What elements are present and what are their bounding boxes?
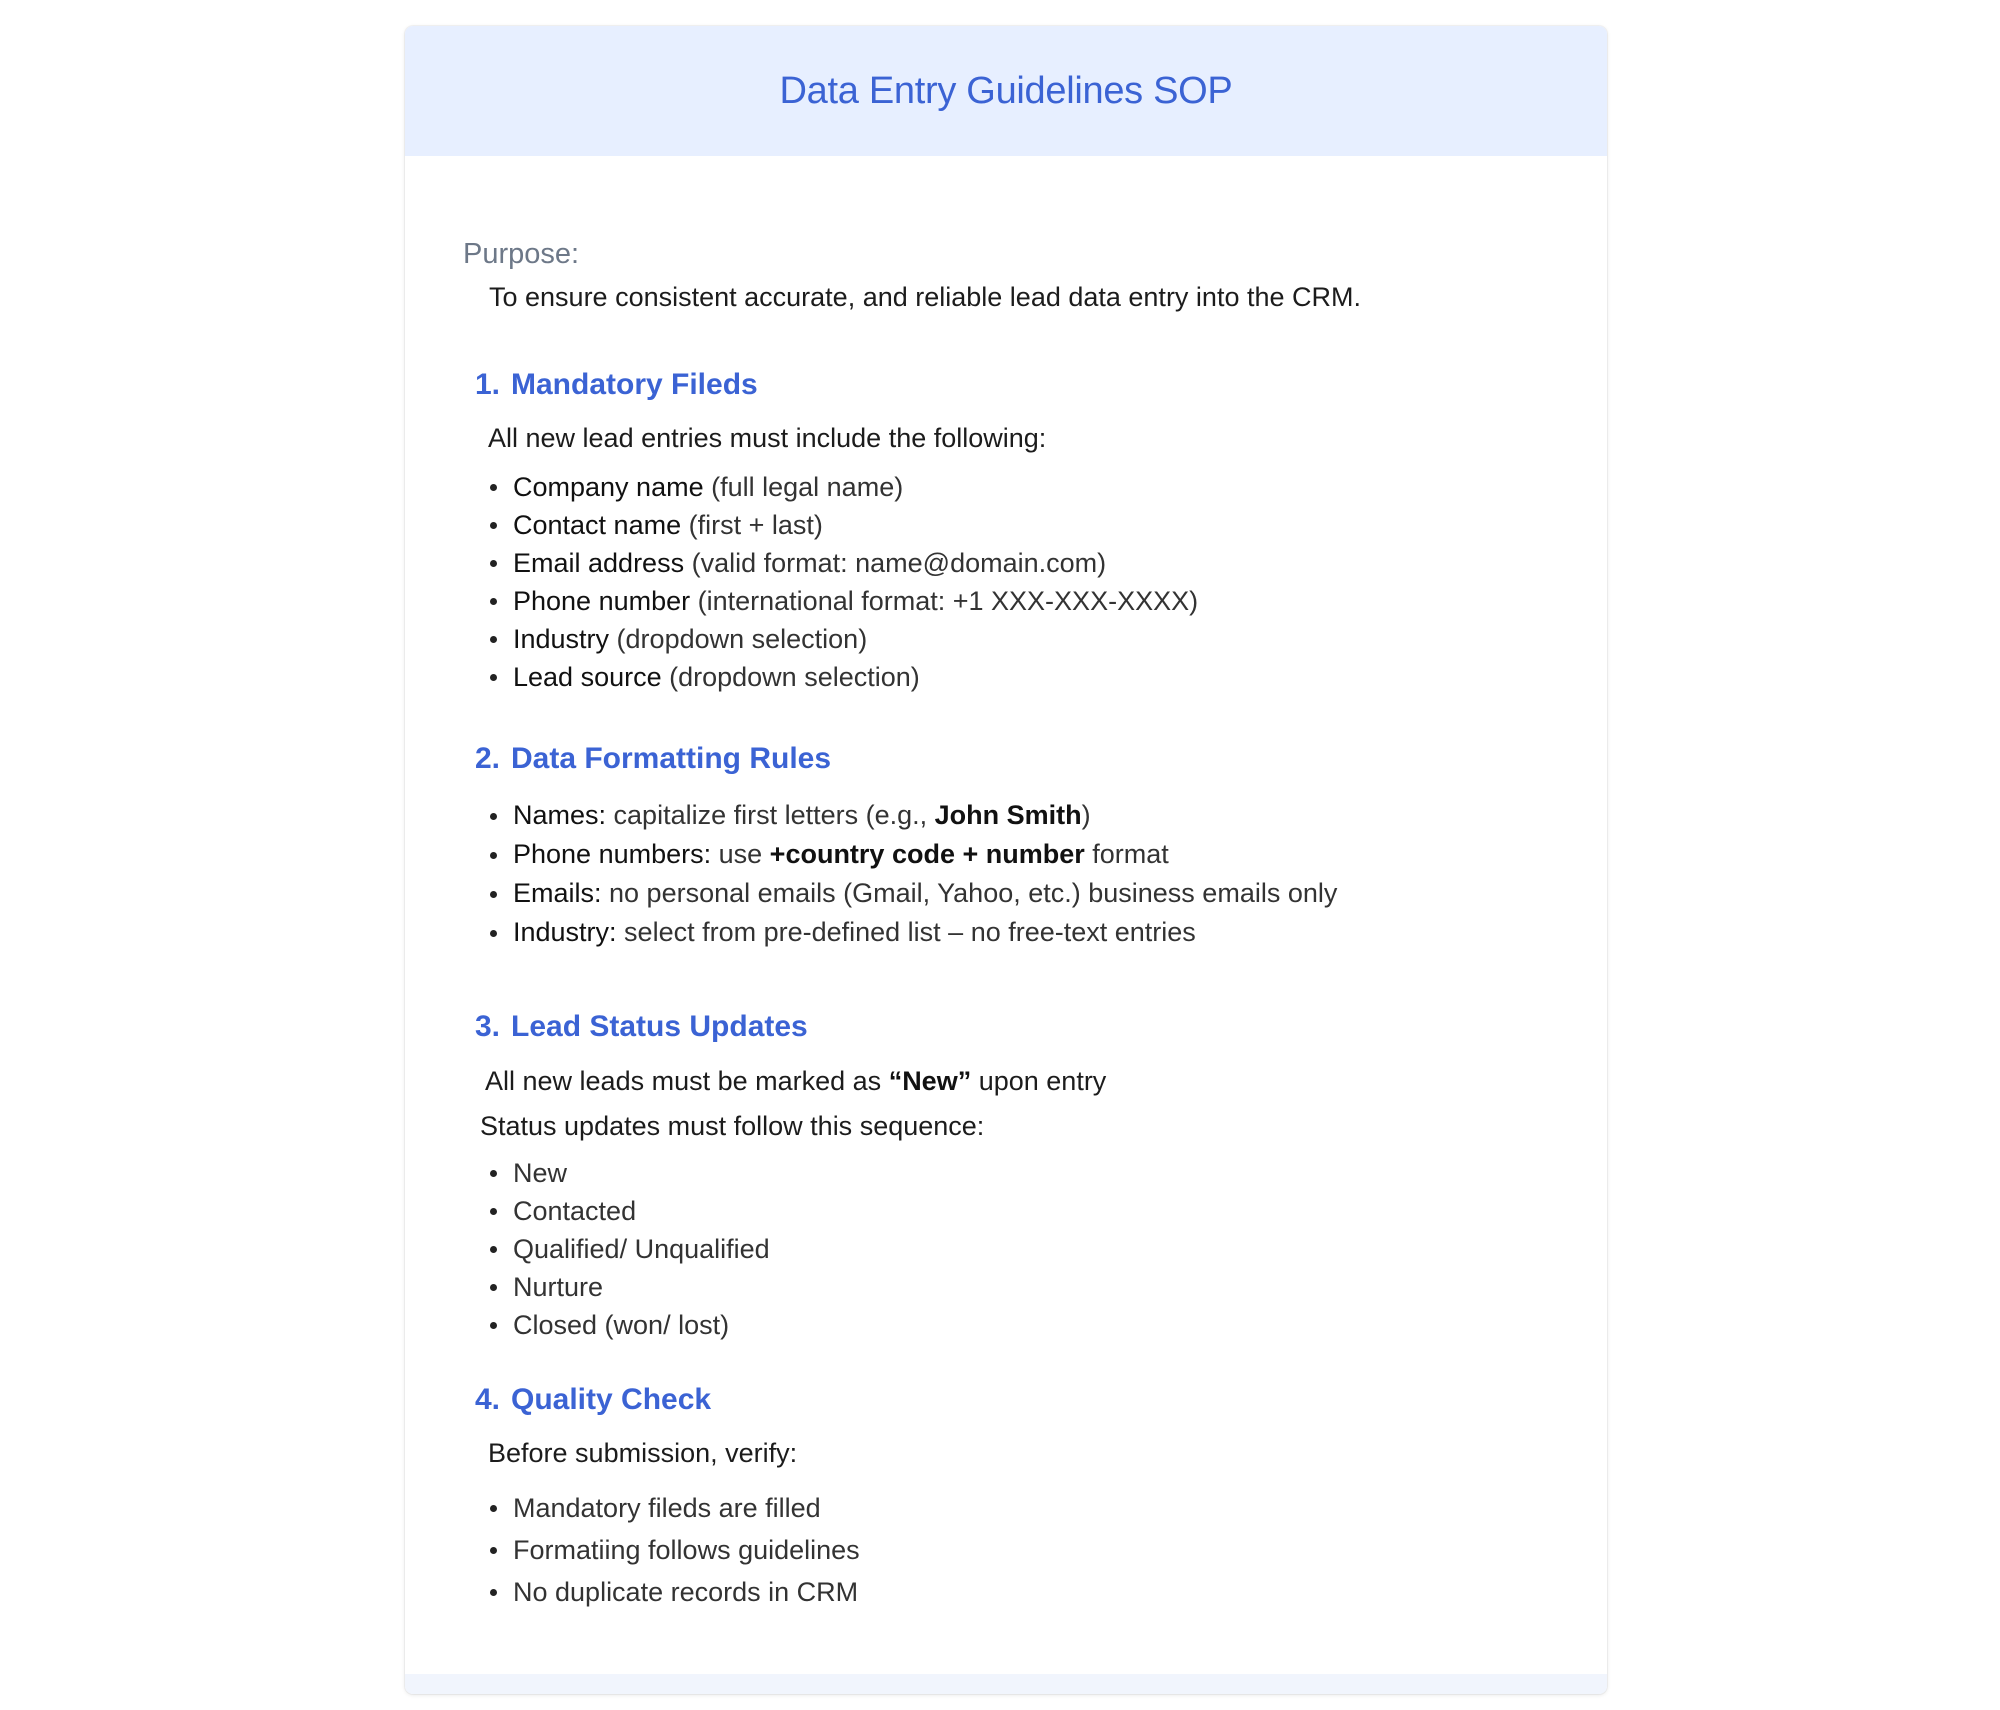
section-1-title-text: Mandatory Fileds	[511, 368, 758, 401]
list-item: Nurture	[487, 1268, 770, 1306]
card-header	[405, 26, 1607, 156]
section-3-list	[487, 1154, 770, 1344]
list-item: Closed (won/ lost)	[487, 1306, 770, 1344]
section-2-title-text: Data Formatting Rules	[511, 742, 832, 775]
page-title: Data Entry Guidelines SOP	[779, 69, 1233, 112]
section-4-list	[487, 1487, 860, 1613]
list-item: New	[487, 1154, 770, 1192]
section-3-number: 3.	[475, 1010, 501, 1043]
section-2-list	[487, 796, 1337, 952]
list-item: Lead source (dropdown selection)	[487, 658, 1198, 696]
card-footer	[405, 1674, 1607, 1694]
list-item: Qualified/ Unqualified	[487, 1230, 770, 1268]
list-item: Industry (dropdown selection)	[487, 620, 1198, 658]
list-item: Industry: select from pre-defined list – no free-text entries	[487, 913, 1337, 952]
section-2-title	[475, 742, 831, 776]
section-4-title	[475, 1383, 711, 1417]
list-item: Names: capitalize first letters (e.g., John Smith)	[487, 796, 1337, 835]
section-3-intro: All new leads must be marked as “New” upon entry	[485, 1066, 1107, 1096]
sop-card	[405, 26, 1607, 1694]
list-item: Email address (valid format: name@domain.com)	[487, 544, 1198, 582]
list-item: Mandatory fileds are filled	[487, 1487, 860, 1529]
list-item: Phone number (international format: +1 XXX-XXX-XXXX)	[487, 582, 1198, 620]
list-item: Emails: no personal emails (Gmail, Yahoo, etc.) business emails only	[487, 874, 1337, 913]
section-2-number: 2.	[475, 742, 501, 775]
list-item: Contacted	[487, 1192, 770, 1230]
section-1-intro: All new lead entries must include the following:	[488, 423, 1047, 453]
section-4-title-text: Quality Check	[511, 1383, 712, 1416]
list-item: No duplicate records in CRM	[487, 1571, 860, 1613]
section-3-title-text: Lead Status Updates	[511, 1010, 808, 1043]
section-3-intro-2: Status updates must follow this sequence:	[480, 1111, 985, 1141]
section-1-title	[475, 368, 758, 402]
section-4-intro: Before submission, verify:	[488, 1438, 798, 1468]
list-item: Formatiing follows guidelines	[487, 1529, 860, 1571]
list-item: Company name (full legal name)	[487, 468, 1198, 506]
list-item: Phone numbers: use +country code + number format	[487, 835, 1337, 874]
purpose-text: To ensure consistent accurate, and reliable lead data entry into the CRM.	[489, 282, 1361, 312]
section-4-number: 4.	[475, 1383, 501, 1416]
section-1-list	[487, 468, 1198, 696]
section-1-number: 1.	[475, 368, 501, 401]
section-3-title	[475, 1010, 808, 1044]
purpose-label: Purpose:	[463, 238, 580, 270]
list-item: Contact name (first + last)	[487, 506, 1198, 544]
